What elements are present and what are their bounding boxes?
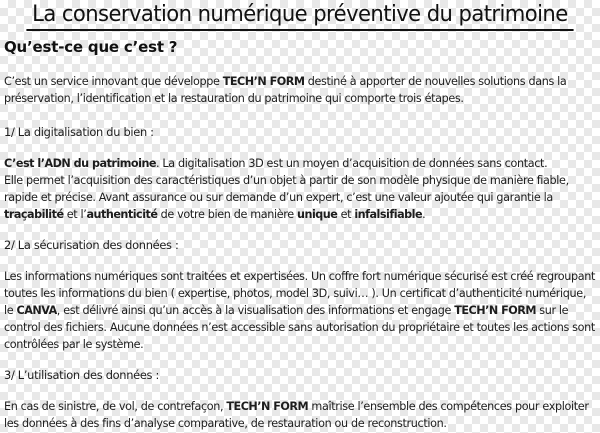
section2-text-3: sur le control des fichiers. Aucune données n’est accessible sans autorisation du propriétaire et toutes les actions sont contrôlées par le système. [4,304,595,351]
section1-text-3: Elle permet l’acquisition des caractéristiques d’un objet à partir de son modèle physique de manière fiable, rapide et précise. Avant assurance ou sur demande d’un expert, c’est une valeur ajoutée qui garantie la [4,174,569,204]
page-title: La conservation numérique préventive du patrimoine [26,2,573,31]
section1-keyword-authenticite: authenticité [86,208,158,221]
section2-keyword-canva: CANVA [16,304,57,317]
section1-heading: 1/ La digitalisation du bien : [4,125,154,139]
title-container [0,2,600,31]
section3-heading: 3/ L’utilisation des données : [4,368,160,382]
section1-paragraph [4,155,596,223]
section3-text-2: maîtrise l’ensemble des compétences pour exploiter les données à des fins d’analyse comparative, de restauration ou de reconstruction. [4,400,589,430]
section3-text-1: En cas de sinistre, de vol, de contrefaçon, [4,400,227,413]
section3-brand: TECH’N FORM [226,400,309,413]
section2-text-1: Les informations numériques sont traitées et expertisées. Un coffre fort numérique sécurisé est créé regroupant toutes les informations du bien ( expertise, photos, model 3D, suivi… ). Un certificat d’authenticité numérique, le [4,270,596,317]
section1-keyword-tracabilite: traçabilité [4,208,64,221]
intro-text-2: destiné à apporter de nouvelles solutions dans la préservation, l’identification et la restauration du patrimoine qui comporte trois étapes. [4,75,567,105]
section1-text-7: . [422,208,426,221]
page-subtitle: Qu’est-ce que c’est ? [4,38,178,56]
intro-brand: TECH’N FORM [222,75,305,88]
section1-text-6: et [337,208,355,221]
intro-text-1: C’est un service innovant que développe [4,75,223,88]
section1-text-5: de votre bien de manière [157,208,298,221]
section1-keyword-unique: unique [297,208,338,221]
section1-adn: C’est l’ADN du patrimoine [4,157,157,170]
section2-brand: TECH’N FORM [454,304,537,317]
section2-text-2: , est délivré ainsi qu’un accès à la visualisation des informations et engage [56,304,455,317]
section1-text-2: . La digitalisation 3D est un moyen d’acquisition de données sans contact. [156,157,548,170]
section1-keyword-infalsifiable: infalsifiable [354,208,423,221]
section3-paragraph [4,398,596,432]
section1-text-4: et l’ [63,208,87,221]
section2-paragraph [4,268,596,353]
section2-heading: 2/ La sécurisation des données : [4,238,179,252]
intro-paragraph [4,73,596,107]
